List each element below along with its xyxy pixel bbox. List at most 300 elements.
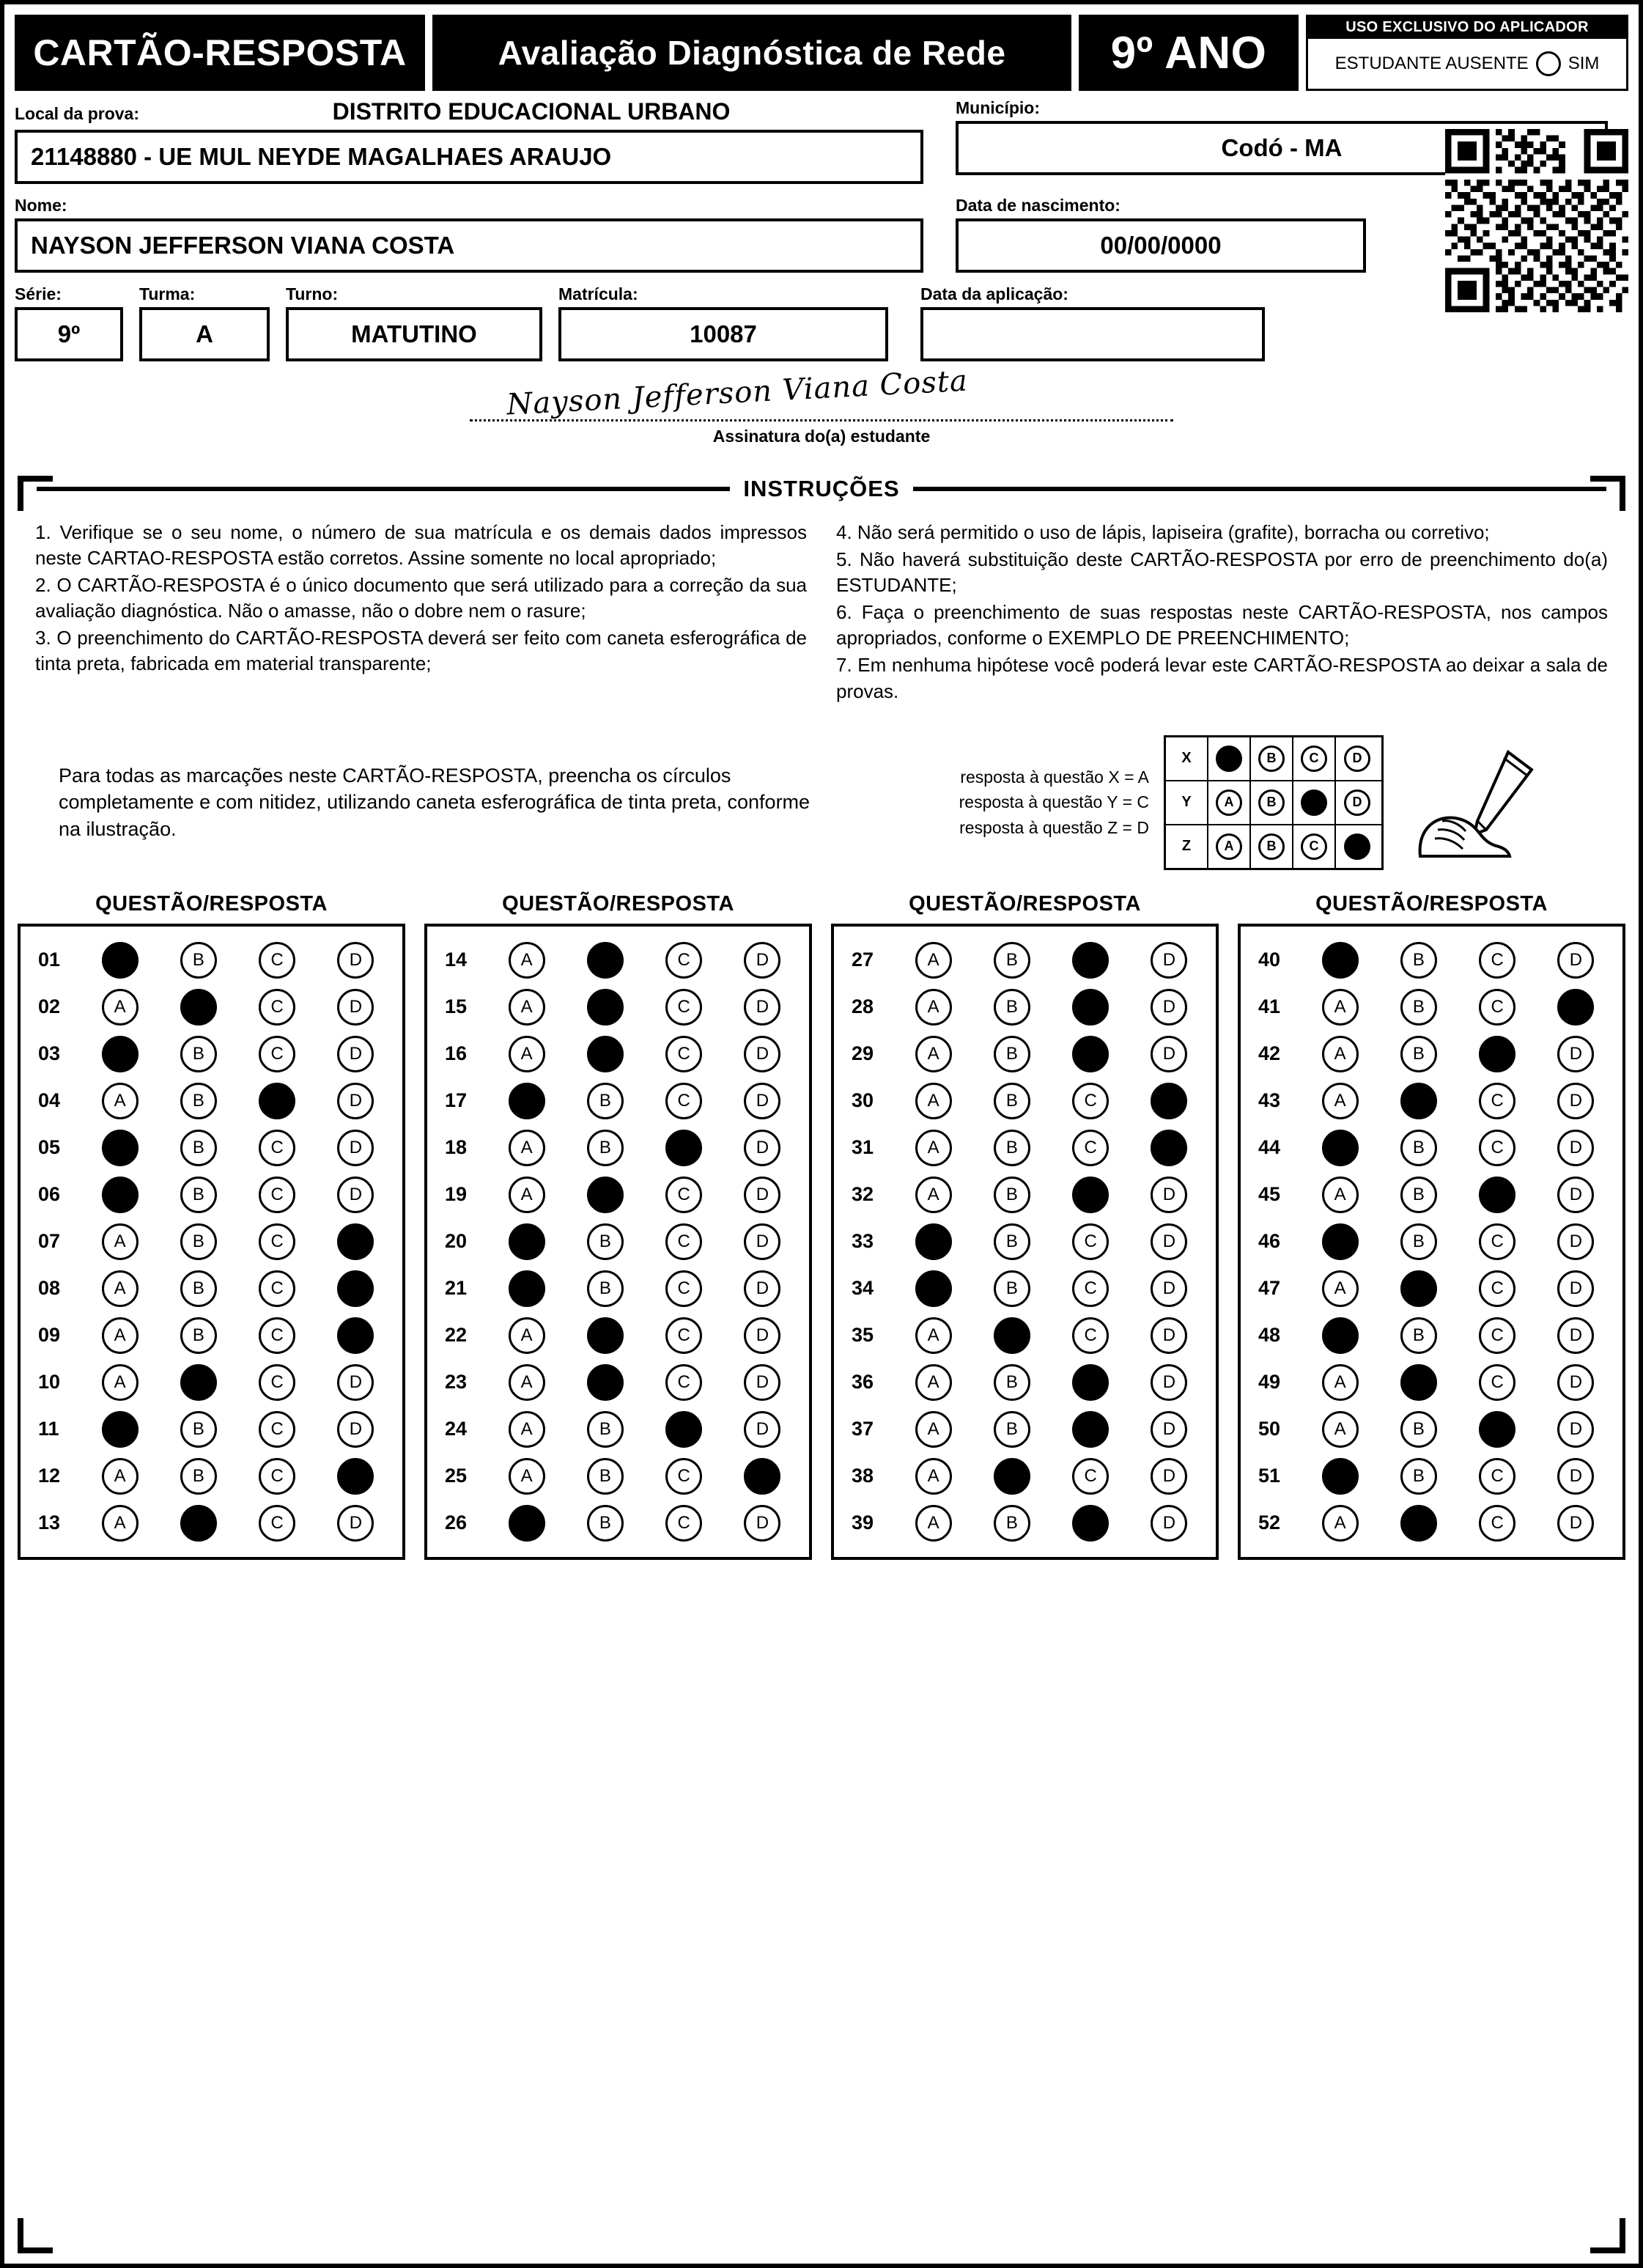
answer-bubble-b[interactable]: B: [994, 1036, 1030, 1072]
answer-bubble-a[interactable]: A: [102, 1083, 139, 1119]
answer-bubble-c[interactable]: [1479, 1036, 1515, 1072]
answer-bubble-c[interactable]: C: [665, 1177, 702, 1213]
answer-bubble-a[interactable]: [102, 1036, 139, 1072]
answer-bubble-d[interactable]: D: [1151, 1458, 1187, 1495]
answer-bubble-b[interactable]: B: [587, 1270, 624, 1307]
answer-bubble-d[interactable]: D: [337, 1036, 374, 1072]
answer-bubble-d[interactable]: D: [1557, 1130, 1594, 1166]
bubble-filled: [1216, 745, 1242, 772]
answer-bubble-b[interactable]: B: [994, 1505, 1030, 1542]
answer-bubble-a[interactable]: A: [509, 1458, 545, 1495]
answer-bubble-a[interactable]: A: [915, 1083, 952, 1119]
answer-bubble-b[interactable]: B: [994, 1270, 1030, 1307]
answer-options: [894, 1270, 1208, 1307]
answer-bubble-a[interactable]: A: [1322, 1270, 1359, 1307]
answer-bubble-a[interactable]: A: [1322, 1364, 1359, 1401]
answer-bubble-a[interactable]: A: [102, 1505, 139, 1542]
example-bubble-c: [1293, 781, 1336, 824]
answer-bubble-d[interactable]: D: [1557, 1270, 1594, 1307]
answer-bubble-b[interactable]: B: [180, 942, 217, 979]
answer-bubble-b[interactable]: B: [994, 1223, 1030, 1260]
answer-bubble-b[interactable]: B: [180, 1458, 217, 1495]
answer-bubble-c[interactable]: C: [1479, 1270, 1515, 1307]
answer-bubble-a[interactable]: [102, 1130, 139, 1166]
answer-bubble-a[interactable]: [509, 1270, 545, 1307]
answer-row: [28, 1124, 395, 1171]
answer-bubble-b[interactable]: B: [180, 1177, 217, 1213]
answer-bubble-b[interactable]: [1400, 1083, 1437, 1119]
answer-bubble-b[interactable]: [587, 1036, 624, 1072]
answer-bubble-c[interactable]: C: [665, 1223, 702, 1260]
answer-bubble-a[interactable]: A: [509, 989, 545, 1026]
answer-bubble-c[interactable]: C: [259, 1223, 295, 1260]
question-number: 47: [1258, 1277, 1281, 1300]
answer-bubble-d[interactable]: D: [1151, 1505, 1187, 1542]
answer-row: [841, 937, 1208, 984]
answer-bubble-d[interactable]: D: [337, 1177, 374, 1213]
answer-bubble-d[interactable]: D: [1151, 1317, 1187, 1354]
answer-bubble-b[interactable]: [1400, 1270, 1437, 1307]
answer-options: [894, 1317, 1208, 1354]
question-number: 48: [1258, 1324, 1281, 1347]
answer-bubble-d[interactable]: D: [1557, 942, 1594, 979]
answer-bubble-d[interactable]: D: [744, 1083, 780, 1119]
answer-row: [435, 1312, 802, 1359]
answer-bubble-d[interactable]: [1151, 1083, 1187, 1119]
answer-bubble-b[interactable]: B: [994, 1083, 1030, 1119]
answer-bubble-d[interactable]: D: [1557, 1036, 1594, 1072]
answer-bubble-b[interactable]: B: [180, 1317, 217, 1354]
answer-bubble-b[interactable]: [587, 1317, 624, 1354]
answer-bubble-c[interactable]: C: [259, 1130, 295, 1166]
answer-bubble-a[interactable]: [915, 1270, 952, 1307]
answer-bubble-a[interactable]: [102, 1411, 139, 1448]
answer-bubble-c[interactable]: C: [259, 1411, 295, 1448]
answer-bubble-a[interactable]: A: [102, 1223, 139, 1260]
answer-bubble-d[interactable]: D: [1151, 1270, 1187, 1307]
answer-bubble-b[interactable]: [587, 1364, 624, 1401]
answer-bubble-a[interactable]: A: [102, 989, 139, 1026]
question-number: 33: [852, 1230, 874, 1253]
answer-bubble-b[interactable]: [1400, 1505, 1437, 1542]
absent-option-label: SIM: [1568, 54, 1600, 73]
instruction-item: 5. Não haverá substituição deste CARTÃO-RESPOSTA por erro de preenchimento do(a) ESTUDANTE;: [836, 548, 1608, 597]
answer-bubble-a[interactable]: [915, 1223, 952, 1260]
answer-bubble-d[interactable]: D: [337, 942, 374, 979]
answer-bubble-b[interactable]: B: [180, 1083, 217, 1119]
answer-bubble-c[interactable]: C: [665, 1036, 702, 1072]
serie-label: Série:: [15, 284, 62, 303]
answer-bubble-c[interactable]: [1072, 1364, 1109, 1401]
answer-bubble-c[interactable]: C: [665, 942, 702, 979]
answer-bubble-b[interactable]: [1400, 1364, 1437, 1401]
answer-bubble-b[interactable]: B: [587, 1130, 624, 1166]
answer-bubble-d[interactable]: D: [744, 1036, 780, 1072]
answer-bubble-d[interactable]: D: [744, 1505, 780, 1542]
answer-bubble-d[interactable]: [1151, 1130, 1187, 1166]
example-bubble-b: [1251, 825, 1293, 868]
answer-bubble-c[interactable]: C: [1479, 1317, 1515, 1354]
answer-bubble-a[interactable]: [509, 1505, 545, 1542]
question-number: 14: [445, 949, 468, 971]
answer-bubble-b[interactable]: B: [994, 989, 1030, 1026]
answer-bubble-c[interactable]: C: [259, 1458, 295, 1495]
answer-bubble-d[interactable]: D: [744, 942, 780, 979]
answer-bubble-c[interactable]: [1072, 989, 1109, 1026]
card-type-banner: CARTÃO-RESPOSTA: [15, 15, 425, 91]
answer-bubble-c[interactable]: [665, 1130, 702, 1166]
corner-mark-bottom-right: [1590, 2218, 1625, 2253]
answer-bubble-b[interactable]: [587, 989, 624, 1026]
answer-bubble-a[interactable]: [509, 1083, 545, 1119]
answer-bubble-b[interactable]: B: [587, 1083, 624, 1119]
answer-bubble-d[interactable]: [337, 1270, 374, 1307]
answer-bubble-c[interactable]: C: [665, 1505, 702, 1542]
answer-bubble-b[interactable]: B: [1400, 1411, 1437, 1448]
answer-bubble-c[interactable]: C: [1072, 1083, 1109, 1119]
answer-bubble-a[interactable]: A: [915, 942, 952, 979]
question-number: 29: [852, 1042, 874, 1065]
answer-bubble-d[interactable]: D: [1151, 1411, 1187, 1448]
answer-bubble-b[interactable]: B: [1400, 1458, 1437, 1495]
bubble-empty: D: [1344, 745, 1370, 772]
answer-row: [1248, 1406, 1615, 1453]
answer-options: [894, 1411, 1208, 1448]
answer-bubble-a[interactable]: A: [915, 1505, 952, 1542]
answer-bubble-a[interactable]: [102, 1177, 139, 1213]
answer-bubble-b[interactable]: B: [994, 1364, 1030, 1401]
answer-bubble-b[interactable]: B: [587, 1411, 624, 1448]
answer-bubble-c[interactable]: C: [1479, 1458, 1515, 1495]
answer-bubble-d[interactable]: D: [744, 1223, 780, 1260]
answer-bubble-d[interactable]: D: [337, 989, 374, 1026]
answer-column-header: QUESTÃO/RESPOSTA: [95, 891, 328, 916]
answer-bubble-c[interactable]: C: [1072, 1317, 1109, 1354]
answer-bubble-d[interactable]: D: [337, 1130, 374, 1166]
answer-bubble-a[interactable]: A: [915, 1130, 952, 1166]
example-bubble-b: [1251, 781, 1293, 824]
answer-bubble-b[interactable]: B: [180, 1411, 217, 1448]
qr-code: [1445, 129, 1628, 312]
answer-bubble-c[interactable]: C: [259, 1317, 295, 1354]
bubble-empty: A: [1216, 789, 1242, 816]
nascimento-field: 00/00/0000: [956, 218, 1366, 273]
example-row-label: Z: [1166, 825, 1208, 868]
question-number: 18: [445, 1136, 468, 1159]
answer-bubble-d[interactable]: D: [744, 989, 780, 1026]
answer-bubble-c[interactable]: C: [259, 1036, 295, 1072]
answer-bubble-a[interactable]: A: [509, 1364, 545, 1401]
example-bubble-c: [1293, 825, 1336, 868]
answer-bubble-a[interactable]: A: [509, 1317, 545, 1354]
answer-bubble-d[interactable]: D: [744, 1177, 780, 1213]
answer-bubble-a[interactable]: A: [102, 1270, 139, 1307]
answer-bubble-a[interactable]: A: [915, 1177, 952, 1213]
answer-bubble-c[interactable]: C: [259, 989, 295, 1026]
answer-bubble-c[interactable]: C: [665, 989, 702, 1026]
answer-bubble-a[interactable]: A: [509, 1130, 545, 1166]
answer-column-4: [1238, 892, 1625, 1560]
identification-section: [15, 98, 1628, 361]
aplicacao-field: [920, 307, 1265, 361]
question-number: 15: [445, 995, 468, 1018]
answer-bubble-b[interactable]: B: [1400, 1177, 1437, 1213]
answer-bubble-b[interactable]: B: [587, 1505, 624, 1542]
answer-bubble-c[interactable]: C: [1072, 1223, 1109, 1260]
answer-bubble-c[interactable]: [1072, 1411, 1109, 1448]
answer-row: [435, 1359, 802, 1406]
answer-bubble-d[interactable]: D: [337, 1411, 374, 1448]
answer-bubble-a[interactable]: A: [1322, 1505, 1359, 1542]
answer-bubble-a[interactable]: A: [509, 1036, 545, 1072]
question-number: 09: [38, 1324, 61, 1347]
answer-bubble-d[interactable]: D: [1557, 1458, 1594, 1495]
answer-options: [81, 1317, 395, 1354]
answer-bubble-c[interactable]: C: [1479, 1083, 1515, 1119]
example-row: [1166, 737, 1381, 781]
answer-row: [841, 1078, 1208, 1124]
answer-bubble-c[interactable]: C: [665, 1270, 702, 1307]
answer-bubble-b[interactable]: B: [1400, 1223, 1437, 1260]
answer-bubble-c[interactable]: C: [665, 1458, 702, 1495]
answer-bubble-d[interactable]: D: [337, 1083, 374, 1119]
answer-bubble-d[interactable]: D: [337, 1505, 374, 1542]
answer-bubble-d[interactable]: D: [1557, 1364, 1594, 1401]
answer-row: [28, 1078, 395, 1124]
answer-bubble-c[interactable]: C: [1072, 1458, 1109, 1495]
answer-bubble-d[interactable]: D: [1557, 1177, 1594, 1213]
answer-bubble-a[interactable]: [1322, 1130, 1359, 1166]
answer-options: [81, 1270, 395, 1307]
answer-bubble-d[interactable]: D: [1557, 1083, 1594, 1119]
answer-options: [1301, 1458, 1615, 1495]
answer-bubble-b[interactable]: B: [1400, 989, 1437, 1026]
answer-bubble-a[interactable]: A: [915, 1411, 952, 1448]
answer-bubble-b[interactable]: [180, 1505, 217, 1542]
answer-bubble-d[interactable]: D: [1557, 1411, 1594, 1448]
answer-bubble-d[interactable]: [744, 1458, 780, 1495]
answer-row: [841, 1453, 1208, 1500]
answer-bubble-c[interactable]: C: [1479, 1364, 1515, 1401]
answer-options: [81, 1458, 395, 1495]
answer-bubble-b[interactable]: B: [180, 1270, 217, 1307]
answer-bubble-a[interactable]: A: [915, 1317, 952, 1354]
answer-bubble-a[interactable]: A: [1322, 1083, 1359, 1119]
answer-bubble-b[interactable]: B: [994, 1177, 1030, 1213]
answer-row: [435, 1500, 802, 1547]
answer-bubble-d[interactable]: D: [744, 1317, 780, 1354]
question-number: 30: [852, 1089, 874, 1112]
answer-bubble-a[interactable]: A: [1322, 1411, 1359, 1448]
answer-options: [81, 1223, 395, 1260]
answer-bubble-a[interactable]: [1322, 1458, 1359, 1495]
answer-bubble-b[interactable]: B: [1400, 1130, 1437, 1166]
answer-options: [487, 1177, 802, 1213]
question-number: 08: [38, 1277, 61, 1300]
answer-options: [487, 1083, 802, 1119]
answer-row: [841, 1359, 1208, 1406]
answer-bubble-d[interactable]: D: [1557, 1317, 1594, 1354]
answer-bubble-c[interactable]: [1479, 1177, 1515, 1213]
answer-bubble-c[interactable]: C: [1072, 1130, 1109, 1166]
municipio-label: Município:: [956, 98, 1040, 117]
answer-bubble-b[interactable]: [994, 1317, 1030, 1354]
answer-bubble-c[interactable]: C: [1479, 1223, 1515, 1260]
answer-bubble-c[interactable]: [1072, 942, 1109, 979]
fill-example-text: Para todas as marcações neste CARTÃO-RESPOSTA, preencha os círculos completamente e com nitidez, utilizando caneta esferográfica de tinta preta, conforme na ilustração.: [59, 765, 811, 840]
answer-bubble-c[interactable]: C: [259, 1270, 295, 1307]
answer-bubble-c[interactable]: C: [1479, 942, 1515, 979]
answer-bubble-d[interactable]: D: [1151, 1036, 1187, 1072]
answer-bubble-a[interactable]: A: [1322, 989, 1359, 1026]
answer-bubble-c[interactable]: [665, 1411, 702, 1448]
question-number: 11: [38, 1418, 59, 1440]
answer-row: [1248, 984, 1615, 1031]
answer-options: [81, 1505, 395, 1542]
answer-bubble-a[interactable]: A: [1322, 1177, 1359, 1213]
answer-row: [841, 1124, 1208, 1171]
legend-line: resposta à questão Z = D: [959, 817, 1149, 837]
answer-options: [1301, 1036, 1615, 1072]
answer-bubble-d[interactable]: [337, 1223, 374, 1260]
answer-bubble-c[interactable]: C: [1479, 1505, 1515, 1542]
answer-row: [841, 1171, 1208, 1218]
answer-row: [841, 1265, 1208, 1312]
question-number: 35: [852, 1324, 874, 1347]
answer-bubble-b[interactable]: B: [1400, 942, 1437, 979]
answer-bubble-c[interactable]: [1072, 1036, 1109, 1072]
answer-bubble-b[interactable]: [180, 1364, 217, 1401]
answer-bubble-d[interactable]: [337, 1458, 374, 1495]
answer-bubble-a[interactable]: [1322, 1223, 1359, 1260]
absent-bubble[interactable]: [1536, 51, 1561, 76]
answer-options: [1301, 1177, 1615, 1213]
answer-bubble-c[interactable]: C: [665, 1083, 702, 1119]
answer-options: [487, 1223, 802, 1260]
answer-row: [435, 1031, 802, 1078]
answer-bubble-a[interactable]: A: [102, 1458, 139, 1495]
answer-bubble-a[interactable]: A: [509, 1177, 545, 1213]
answer-bubble-d[interactable]: D: [744, 1364, 780, 1401]
answer-bubble-a[interactable]: A: [102, 1364, 139, 1401]
answer-bubble-c[interactable]: [259, 1083, 295, 1119]
answer-row: [841, 1031, 1208, 1078]
answer-options: [894, 1177, 1208, 1213]
answer-row: [841, 1500, 1208, 1547]
question-number: 17: [445, 1089, 468, 1112]
answer-bubble-b[interactable]: B: [180, 1223, 217, 1260]
answer-bubble-c[interactable]: C: [259, 1505, 295, 1542]
answer-bubble-c[interactable]: C: [665, 1317, 702, 1354]
answer-grid: [18, 892, 1625, 1560]
question-number: 49: [1258, 1371, 1281, 1393]
answer-bubble-d[interactable]: D: [1557, 1223, 1594, 1260]
answer-bubble-b[interactable]: B: [180, 1130, 217, 1166]
answer-bubble-d[interactable]: D: [1151, 989, 1187, 1026]
answer-bubble-a[interactable]: A: [102, 1317, 139, 1354]
answer-options: [1301, 1411, 1615, 1448]
answer-bubble-a[interactable]: [1322, 942, 1359, 979]
answer-bubble-a[interactable]: [102, 942, 139, 979]
answer-bubble-c[interactable]: C: [1479, 1130, 1515, 1166]
question-number: 03: [38, 1042, 61, 1065]
answer-column-3: [831, 892, 1219, 1560]
question-number: 38: [852, 1465, 874, 1487]
answer-bubble-d[interactable]: D: [1151, 942, 1187, 979]
page-header: [15, 15, 1628, 91]
answer-bubble-b[interactable]: [587, 942, 624, 979]
answer-bubble-a[interactable]: A: [509, 942, 545, 979]
signature-line: [470, 364, 1173, 422]
answer-bubble-d[interactable]: [1557, 989, 1594, 1026]
example-bubble-d: [1336, 737, 1378, 780]
answer-bubble-d[interactable]: D: [744, 1411, 780, 1448]
answer-bubble-b[interactable]: B: [994, 1130, 1030, 1166]
answer-bubble-a[interactable]: A: [1322, 1036, 1359, 1072]
answer-bubble-c[interactable]: C: [1479, 989, 1515, 1026]
answer-bubble-b[interactable]: B: [587, 1223, 624, 1260]
answer-bubble-c[interactable]: [1072, 1177, 1109, 1213]
answer-options: [487, 1411, 802, 1448]
question-number: 26: [445, 1512, 468, 1534]
answer-bubble-c[interactable]: C: [665, 1364, 702, 1401]
answer-bubble-d[interactable]: D: [1151, 1177, 1187, 1213]
answer-options: [894, 1130, 1208, 1166]
answer-bubble-b[interactable]: B: [180, 1036, 217, 1072]
answer-bubble-c[interactable]: C: [1072, 1270, 1109, 1307]
answer-bubble-b[interactable]: B: [1400, 1036, 1437, 1072]
question-number: 50: [1258, 1418, 1281, 1440]
answer-bubble-a[interactable]: [509, 1223, 545, 1260]
answer-bubble-b[interactable]: B: [994, 942, 1030, 979]
answer-bubble-d[interactable]: D: [1557, 1505, 1594, 1542]
answer-bubble-b[interactable]: B: [994, 1411, 1030, 1448]
answer-bubble-b[interactable]: B: [587, 1458, 624, 1495]
answer-bubble-d[interactable]: D: [337, 1364, 374, 1401]
answer-bubble-d[interactable]: [337, 1317, 374, 1354]
answer-options: [487, 1130, 802, 1166]
example-bubble-a: [1208, 737, 1251, 780]
answer-bubble-d[interactable]: D: [744, 1130, 780, 1166]
answer-bubble-b[interactable]: B: [1400, 1317, 1437, 1354]
answer-bubble-c[interactable]: [1479, 1411, 1515, 1448]
answer-row: [1248, 1171, 1615, 1218]
fill-example-grid: [1164, 735, 1384, 870]
answer-bubble-b[interactable]: [180, 989, 217, 1026]
answer-column-header: QUESTÃO/RESPOSTA: [1315, 891, 1548, 916]
answer-bubble-c[interactable]: [1072, 1505, 1109, 1542]
answer-bubble-b[interactable]: [994, 1458, 1030, 1495]
question-number: 51: [1258, 1465, 1281, 1487]
bubble-empty: B: [1258, 745, 1285, 772]
example-row: [1166, 825, 1381, 868]
answer-bubble-b[interactable]: [587, 1177, 624, 1213]
answer-bubble-d[interactable]: D: [744, 1270, 780, 1307]
answer-bubble-d[interactable]: D: [1151, 1223, 1187, 1260]
turma-label: Turma:: [139, 284, 196, 303]
answer-bubble-d[interactable]: D: [1151, 1364, 1187, 1401]
answer-bubble-a[interactable]: A: [915, 1364, 952, 1401]
question-number: 20: [445, 1230, 468, 1253]
answer-bubble-c[interactable]: C: [259, 1364, 295, 1401]
answer-bubble-a[interactable]: A: [509, 1411, 545, 1448]
answer-bubble-c[interactable]: C: [259, 942, 295, 979]
answer-bubble-a[interactable]: A: [915, 1458, 952, 1495]
answer-bubble-a[interactable]: [1322, 1317, 1359, 1354]
answer-bubble-a[interactable]: A: [915, 1036, 952, 1072]
answer-bubble-c[interactable]: C: [259, 1177, 295, 1213]
answer-bubble-a[interactable]: A: [915, 989, 952, 1026]
